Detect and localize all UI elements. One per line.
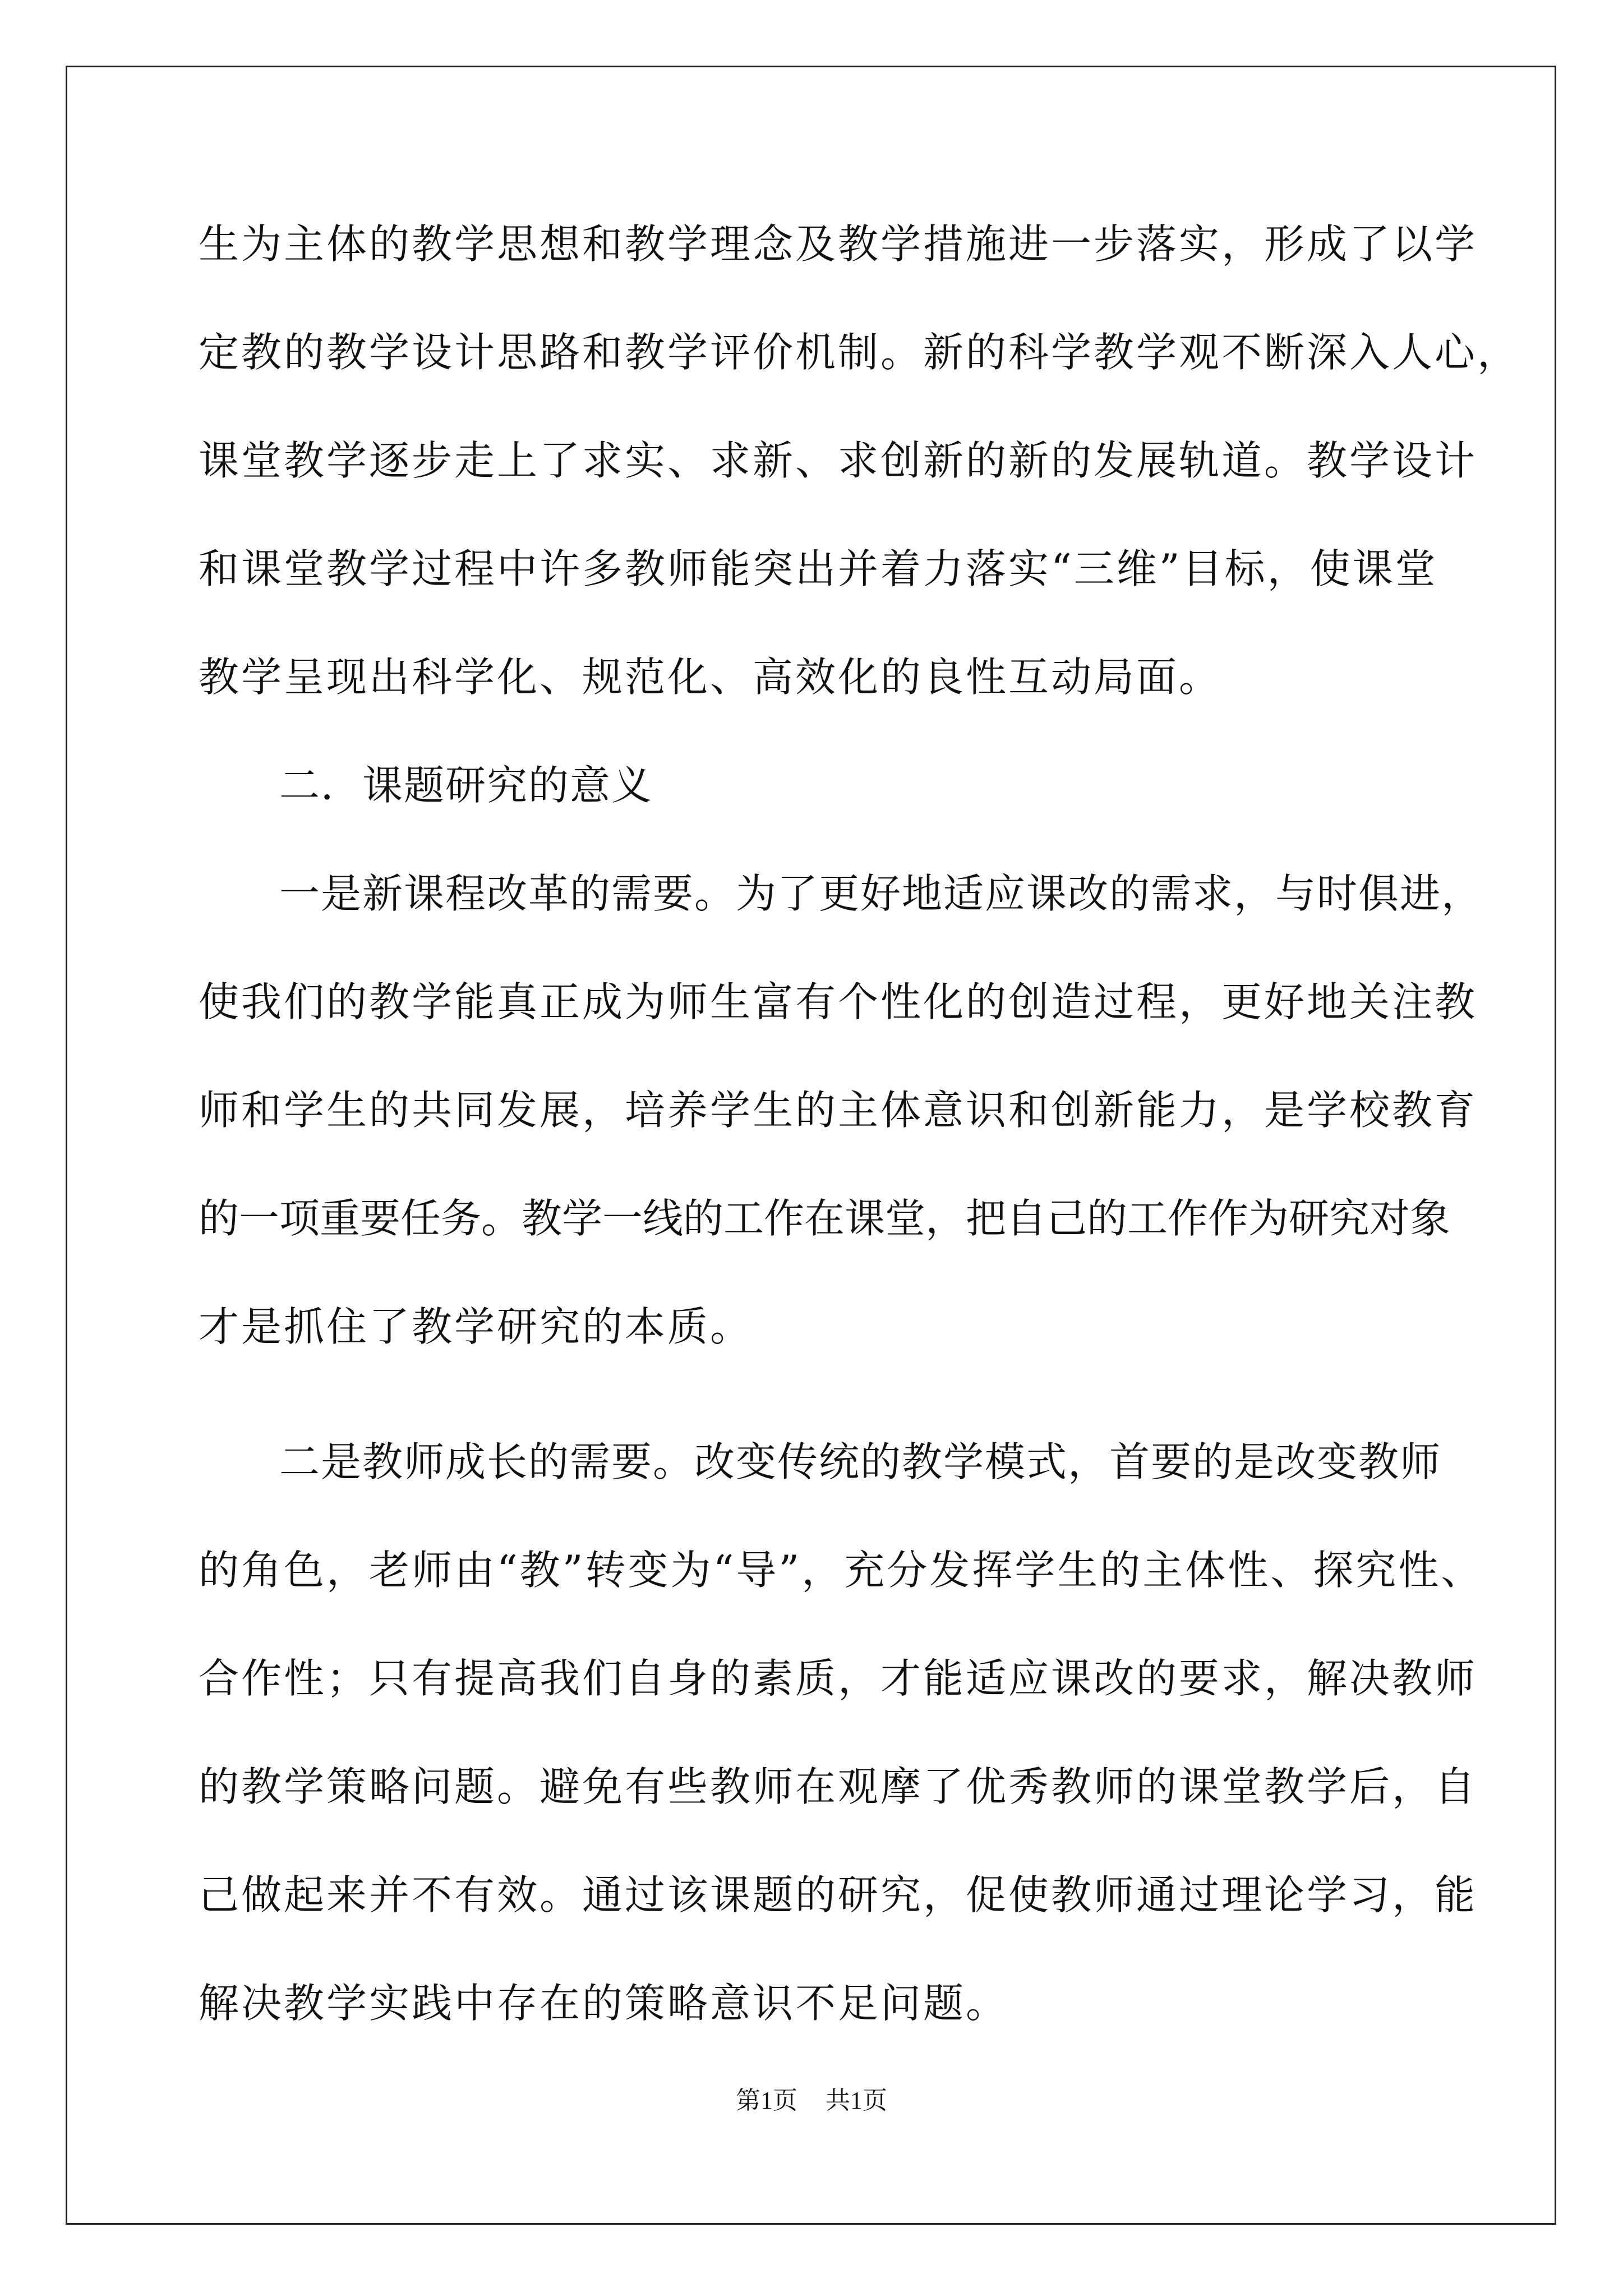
text-line: 生为主体的教学思想和教学理念及教学措施进一步落实，形成了以学 xyxy=(199,220,1478,268)
section-heading xyxy=(199,749,1455,857)
text-line: 和课堂教学过程中许多教师能突出并着力落实“三维”目标，使课堂 xyxy=(199,545,1438,592)
section-heading-text: 二．课题研究的意义 xyxy=(279,762,653,809)
page-number-current: 第1页 xyxy=(736,2087,797,2114)
paragraph-curriculum-reform xyxy=(199,857,1483,1398)
text-line: 师和学生的共同发展，培养学生的主体意识和创新能力，是学校教育 xyxy=(199,1087,1478,1134)
text-line: 课堂教学逐步走上了求实、求新、求创新的新的发展轨道。教学设计 xyxy=(199,437,1478,484)
paragraph-gap xyxy=(199,1398,1455,1425)
text-line: 的一项重要任务。教学一线的工作在课堂，把自己的工作作为研究对象 xyxy=(199,1195,1451,1242)
paragraph-teacher-growth xyxy=(199,1425,1484,2075)
text-line: 的教学策略问题。避免有些教师在观摩了优秀教师的课堂教学后，自 xyxy=(199,1763,1478,1810)
text-line: 解决教学实践中存在的策略意识不足问题。 xyxy=(199,1980,1009,2027)
paragraph-continuation xyxy=(199,208,1520,749)
document-body xyxy=(199,208,1520,2075)
text-line: 二是教师成长的需要。改变传统的教学模式，首要的是改变教师 xyxy=(279,1438,1442,1485)
text-line: 使我们的教学能真正成为师生富有个性化的创造过程，更好地关注教 xyxy=(199,978,1478,1025)
text-line: 定教的教学设计思路和教学评价机制。新的科学教学观不断深入人心， xyxy=(199,329,1520,376)
page-footer xyxy=(0,2084,1623,2118)
page-number-total: 共1页 xyxy=(826,2087,887,2114)
text-line: 才是抓住了教学研究的本质。 xyxy=(199,1303,753,1350)
text-line: 教学呈现出科学化、规范化、高效化的良性互动局面。 xyxy=(199,654,1222,701)
text-line: 一是新课程改革的需要。为了更好地适应课改的需求，与时俱进， xyxy=(279,870,1483,917)
text-line: 己做起来并不有效。通过该课题的研究，促使教师通过理论学习，能 xyxy=(199,1871,1478,1918)
text-line: 合作性；只有提高我们自身的素质，才能适应课改的要求，解决教师 xyxy=(199,1655,1478,1702)
text-line: 的角色，老师由“教”转变为“导”，充分发挥学生的主体性、探究性、 xyxy=(199,1547,1484,1594)
